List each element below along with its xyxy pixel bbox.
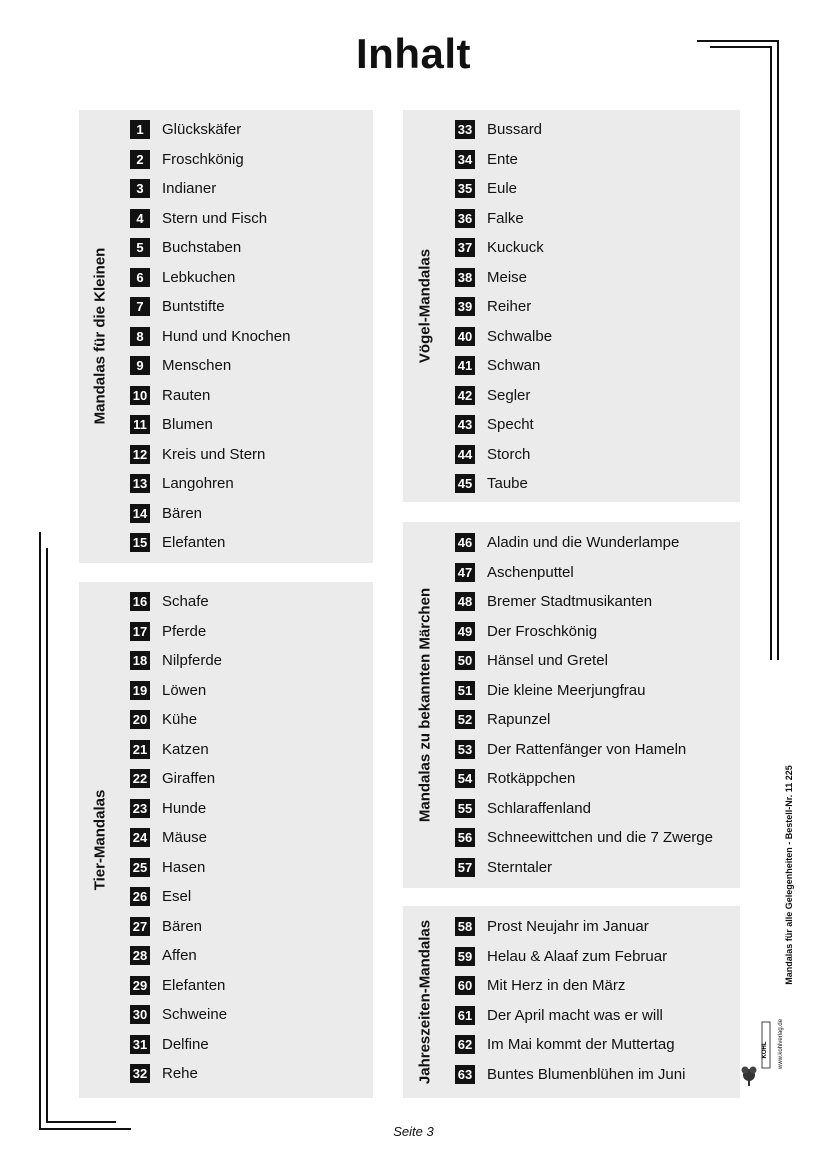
item-number-badge: 50: [455, 651, 475, 670]
item-number-badge: 45: [455, 474, 475, 493]
section-heading-maerchen: Mandalas zu bekannten Märchen: [416, 587, 434, 823]
section-list-kleinen: [130, 115, 290, 558]
item-label: Hunde: [162, 799, 207, 817]
list-item: [130, 646, 227, 676]
list-item: [455, 528, 713, 558]
list-item: [130, 410, 290, 440]
list-item: [455, 145, 552, 175]
list-item: [130, 617, 227, 647]
list-item: [130, 587, 227, 617]
item-number-badge: 5: [130, 238, 150, 257]
item-number-badge: 23: [130, 799, 150, 818]
section-heading-tier: Tier-Mandalas: [91, 789, 109, 891]
list-item: [455, 1030, 685, 1060]
section-list-maerchen: [455, 528, 713, 882]
item-number-badge: 31: [130, 1035, 150, 1054]
item-label: Rotkäppchen: [487, 770, 576, 788]
item-label: Blumen: [162, 416, 213, 434]
item-number-badge: 4: [130, 209, 150, 228]
item-number-badge: 7: [130, 297, 150, 316]
item-label: Mit Herz in den März: [487, 977, 626, 995]
item-label: Eule: [487, 180, 518, 198]
item-label: Der Froschkönig: [487, 622, 598, 640]
list-item: [130, 941, 227, 971]
item-label: Menschen: [162, 357, 232, 375]
item-label: Katzen: [162, 740, 209, 758]
item-label: Prost Neujahr im Januar: [487, 918, 649, 936]
item-number-badge: 43: [455, 415, 475, 434]
item-number-badge: 10: [130, 386, 150, 405]
list-item: [455, 764, 713, 794]
side-order-text: Mandalas für alle Gelegenheiten - Bestell-Nr. 11 225: [784, 765, 794, 985]
item-label: Lebkuchen: [162, 268, 236, 286]
item-number-badge: 36: [455, 209, 475, 228]
item-number-badge: 17: [130, 622, 150, 641]
item-label: Langohren: [162, 475, 234, 493]
list-item: [455, 942, 685, 972]
item-number-badge: 26: [130, 887, 150, 906]
list-item: [455, 410, 552, 440]
list-item: [130, 1059, 227, 1089]
frame-line-right-inner: [770, 46, 772, 660]
item-label: Storch: [487, 445, 531, 463]
item-number-badge: 38: [455, 268, 475, 287]
item-number-badge: 28: [130, 946, 150, 965]
list-item: [455, 322, 552, 352]
section-box-voegel: [403, 110, 740, 502]
item-label: Löwen: [162, 681, 207, 699]
item-number-badge: 1: [130, 120, 150, 139]
section-heading-voegel: Vögel-Mandalas: [416, 248, 434, 364]
item-number-badge: 14: [130, 504, 150, 523]
item-number-badge: 48: [455, 592, 475, 611]
list-item: [455, 1060, 685, 1090]
list-item: [130, 823, 227, 853]
item-label: Kühe: [162, 711, 198, 729]
item-number-badge: 18: [130, 651, 150, 670]
list-item: [455, 971, 685, 1001]
item-number-badge: 37: [455, 238, 475, 257]
list-item: [130, 1000, 227, 1030]
item-label: Bären: [162, 504, 203, 522]
item-label: Indianer: [162, 180, 217, 198]
list-item: [455, 617, 713, 647]
list-item: [130, 263, 290, 293]
list-item: [455, 115, 552, 145]
list-item: [455, 174, 552, 204]
item-label: Stern und Fisch: [162, 209, 268, 227]
item-label: Schwalbe: [487, 327, 553, 345]
item-number-badge: 61: [455, 1006, 475, 1025]
item-number-badge: 47: [455, 563, 475, 582]
list-item: [130, 735, 227, 765]
list-item: [130, 115, 290, 145]
list-item: [130, 351, 290, 381]
section-list-tier: [130, 587, 227, 1089]
item-label: Schneewittchen und die 7 Zwerge: [487, 829, 713, 847]
section-heading-kleinen: Mandalas für die Kleinen: [91, 247, 109, 425]
item-label: Froschkönig: [162, 150, 244, 168]
item-number-badge: 22: [130, 769, 150, 788]
section-list-voegel: [455, 115, 552, 499]
item-label: Der Rattenfänger von Hameln: [487, 740, 687, 758]
list-item: [455, 912, 685, 942]
item-label: Giraffen: [162, 770, 216, 788]
item-label: Bussard: [487, 121, 543, 139]
item-number-badge: 20: [130, 710, 150, 729]
item-number-badge: 29: [130, 976, 150, 995]
publisher-logo: [740, 1020, 772, 1088]
item-label: Elefanten: [162, 534, 226, 552]
item-label: Bären: [162, 917, 203, 935]
item-label: Hänsel und Gretel: [487, 652, 608, 670]
list-item: [455, 233, 552, 263]
item-number-badge: 58: [455, 917, 475, 936]
item-label: Glückskäfer: [162, 121, 242, 139]
list-item: [455, 440, 552, 470]
section-heading-jahreszeiten: Jahreszeiten-Mandalas: [416, 919, 434, 1085]
list-item: [455, 558, 713, 588]
item-number-badge: 56: [455, 828, 475, 847]
list-item: [455, 853, 713, 883]
item-label: Falke: [487, 209, 524, 227]
list-item: [130, 764, 227, 794]
list-item: [455, 263, 552, 293]
item-label: Schwan: [487, 357, 541, 375]
list-item: [130, 174, 290, 204]
item-number-badge: 27: [130, 917, 150, 936]
item-label: Rapunzel: [487, 711, 551, 729]
item-number-badge: 42: [455, 386, 475, 405]
list-item: [455, 204, 552, 234]
list-item: [130, 528, 290, 558]
list-item: [455, 735, 713, 765]
item-number-badge: 32: [130, 1064, 150, 1083]
list-item: [455, 705, 713, 735]
list-item: [455, 676, 713, 706]
item-label: Helau & Alaaf zum Februar: [487, 947, 668, 965]
item-label: Aschenputtel: [487, 563, 574, 581]
frame-line-left-inner: [46, 548, 48, 1123]
item-label: Rehe: [162, 1065, 198, 1083]
frame-line-bottom-left-inner: [46, 1121, 116, 1123]
svg-text:KOHL: KOHL: [762, 1041, 768, 1059]
item-label: Segler: [487, 386, 531, 404]
item-number-badge: 16: [130, 592, 150, 611]
list-item: [130, 882, 227, 912]
item-number-badge: 9: [130, 356, 150, 375]
frame-line-left-outer: [39, 532, 41, 1130]
item-number-badge: 3: [130, 179, 150, 198]
page-title: Inhalt: [356, 30, 471, 77]
item-label: Bremer Stadtmusikanten: [487, 593, 653, 611]
list-item: [130, 469, 290, 499]
item-number-badge: 49: [455, 622, 475, 641]
item-number-badge: 44: [455, 445, 475, 464]
item-label: Aladin und die Wunderlampe: [487, 534, 680, 552]
list-item: [130, 204, 290, 234]
item-label: Schweine: [162, 1006, 228, 1024]
list-item: [130, 794, 227, 824]
item-label: Ente: [487, 150, 518, 168]
item-number-badge: 33: [455, 120, 475, 139]
list-item: [455, 823, 713, 853]
item-label: Kreis und Stern: [162, 445, 266, 463]
item-number-badge: 11: [130, 415, 150, 434]
item-label: Mäuse: [162, 829, 208, 847]
item-number-badge: 41: [455, 356, 475, 375]
list-item: [130, 381, 290, 411]
section-list-jahreszeiten: [455, 912, 685, 1089]
item-label: Specht: [487, 416, 534, 434]
list-item: [130, 145, 290, 175]
list-item: [130, 676, 227, 706]
list-item: [455, 381, 552, 411]
item-number-badge: 57: [455, 858, 475, 877]
item-number-badge: 25: [130, 858, 150, 877]
item-number-badge: 12: [130, 445, 150, 464]
item-label: Buntstifte: [162, 298, 225, 316]
list-item: [455, 292, 552, 322]
item-number-badge: 2: [130, 150, 150, 169]
item-number-badge: 55: [455, 799, 475, 818]
side-url-text: www.kohlverlag.de: [778, 1018, 784, 1070]
item-label: Nilpferde: [162, 652, 223, 670]
item-number-badge: 21: [130, 740, 150, 759]
list-item: [130, 440, 290, 470]
list-item: [130, 322, 290, 352]
item-label: Rauten: [162, 386, 211, 404]
item-label: Kuckuck: [487, 239, 544, 257]
item-label: Taube: [487, 475, 528, 493]
list-item: [130, 705, 227, 735]
list-item: [455, 646, 713, 676]
item-number-badge: 13: [130, 474, 150, 493]
item-number-badge: 6: [130, 268, 150, 287]
item-label: Affen: [162, 947, 197, 965]
list-item: [130, 292, 290, 322]
item-number-badge: 54: [455, 769, 475, 788]
item-label: Im Mai kommt der Muttertag: [487, 1036, 675, 1054]
item-number-badge: 30: [130, 1005, 150, 1024]
item-label: Hasen: [162, 858, 206, 876]
item-label: Schlaraffenland: [487, 799, 591, 817]
list-item: [130, 912, 227, 942]
item-label: Die kleine Meerjungfrau: [487, 681, 646, 699]
item-label: Hund und Knochen: [162, 327, 291, 345]
list-item: [455, 469, 552, 499]
page-footer: Seite 3: [393, 1124, 434, 1139]
item-label: Reiher: [487, 298, 532, 316]
item-number-badge: 51: [455, 681, 475, 700]
item-number-badge: 34: [455, 150, 475, 169]
list-item: [455, 794, 713, 824]
frame-line-top-right-inner: [710, 46, 772, 48]
item-number-badge: 60: [455, 976, 475, 995]
list-item: [130, 1030, 227, 1060]
item-label: Sterntaler: [487, 858, 553, 876]
list-item: [455, 587, 713, 617]
item-number-badge: 59: [455, 947, 475, 966]
item-number-badge: 40: [455, 327, 475, 346]
list-item: [130, 499, 290, 529]
item-number-badge: 39: [455, 297, 475, 316]
item-label: Der April macht was er will: [487, 1006, 663, 1024]
item-number-badge: 63: [455, 1065, 475, 1084]
item-number-badge: 19: [130, 681, 150, 700]
item-label: Pferde: [162, 622, 207, 640]
list-item: [130, 853, 227, 883]
item-label: Delfine: [162, 1035, 209, 1053]
list-item: [455, 1001, 685, 1031]
list-item: [130, 233, 290, 263]
item-label: Esel: [162, 888, 192, 906]
item-number-badge: 52: [455, 710, 475, 729]
item-label: Buchstaben: [162, 239, 242, 257]
item-number-badge: 53: [455, 740, 475, 759]
frame-line-top-right: [697, 40, 779, 42]
item-number-badge: 62: [455, 1035, 475, 1054]
item-number-badge: 24: [130, 828, 150, 847]
frame-line-right-outer: [777, 40, 779, 660]
item-label: Buntes Blumenblühen im Juni: [487, 1065, 686, 1083]
list-item: [130, 971, 227, 1001]
item-number-badge: 35: [455, 179, 475, 198]
item-label: Schafe: [162, 593, 209, 611]
item-label: Elefanten: [162, 976, 226, 994]
item-number-badge: 15: [130, 533, 150, 552]
item-number-badge: 46: [455, 533, 475, 552]
list-item: [455, 351, 552, 381]
item-number-badge: 8: [130, 327, 150, 346]
item-label: Meise: [487, 268, 528, 286]
